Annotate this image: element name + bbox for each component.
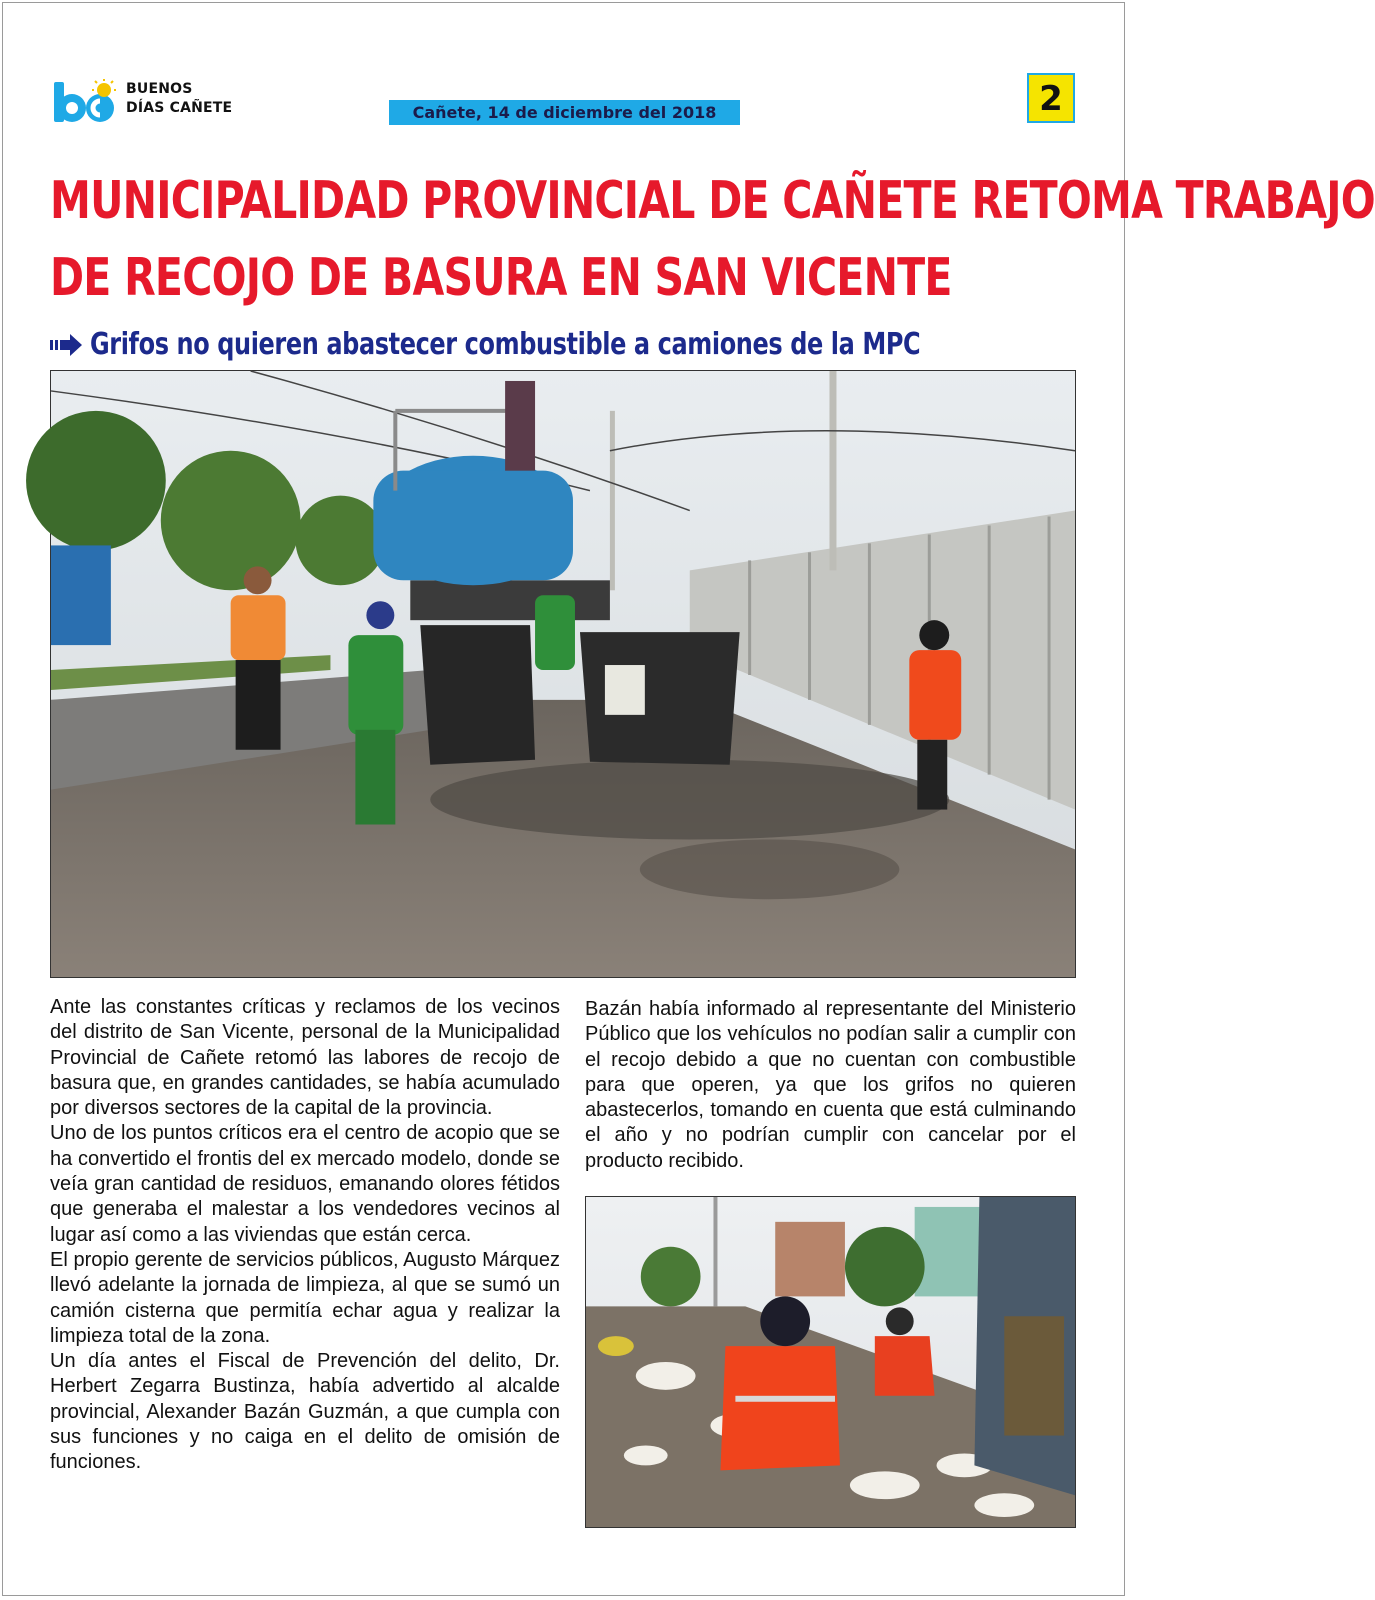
paragraph: Ante las constantes críticas y reclamos de los vecinos del distrito de San Vicente, personal de la Municipalidad Provincial de Cañete retomó las labores de recojo de basura que, en grandes cantidades, se había acumulado por diversos sectores de la capital de la provincia. (50, 996, 560, 1120)
main-photo (50, 370, 1076, 978)
secondary-photo (585, 1196, 1076, 1528)
subheadline-text: Grifos no quieren abastecer combustible a camiones de la MPC (90, 327, 921, 362)
brand-name (126, 80, 232, 118)
issue-date: Cañete, 14 de diciembre del 2018 (389, 100, 740, 125)
brand-line-2: DÍAS CAÑETE (126, 100, 233, 116)
paragraph: Uno de los puntos críticos era el centro de acopio que se ha convertido el frontis del ex mercado modelo, donde se veía gran cantidad de residuos, emanando olores fétidos que generaba el malestar a los vendedores vecinos al lugar así como a las viviendas que están cerca. (50, 1122, 560, 1246)
arrow-right-icon (50, 334, 82, 356)
article-column-left (50, 995, 560, 1476)
paragraph: Un día antes el Fiscal de Prevención del delito, Dr. Herbert Zegarra Bustinza, había advertido al alcalde provincial, Alexander Bazán Guzmán, a que cumpla con sus funciones y no caiga en el delito de omisión de funciones. (50, 1350, 560, 1474)
headline-line-1: MUNICIPALIDAD PROVINCIAL DE CAÑETE RETOMA TRABAJO (50, 171, 1375, 231)
buenos-dias-canete-logo (52, 78, 122, 126)
paragraph: Bazán había informado al representante del Ministerio Público que los vehículos no podían salir a cumplir con el recojo debido a que no cuentan con combustible para que operen, ya que los grifos no quieren abastecerlos, tomando en cuenta que está culminando el año y no podrían cumplir con cancelar por el producto recibido. (585, 998, 1076, 1172)
headline-line-2: DE RECOJO DE BASURA EN SAN VICENTE (50, 248, 952, 308)
page-number: 2 (1027, 73, 1075, 123)
paragraph: El propio gerente de servicios públicos, Augusto Márquez llevó adelante la jornada de limpieza, al que se sumó un camión cisterna que permitía echar agua y realizar la limpieza total de la zona. (50, 1248, 560, 1347)
brand-line-1: BUENOS (126, 81, 193, 97)
article-column-right (585, 997, 1076, 1174)
